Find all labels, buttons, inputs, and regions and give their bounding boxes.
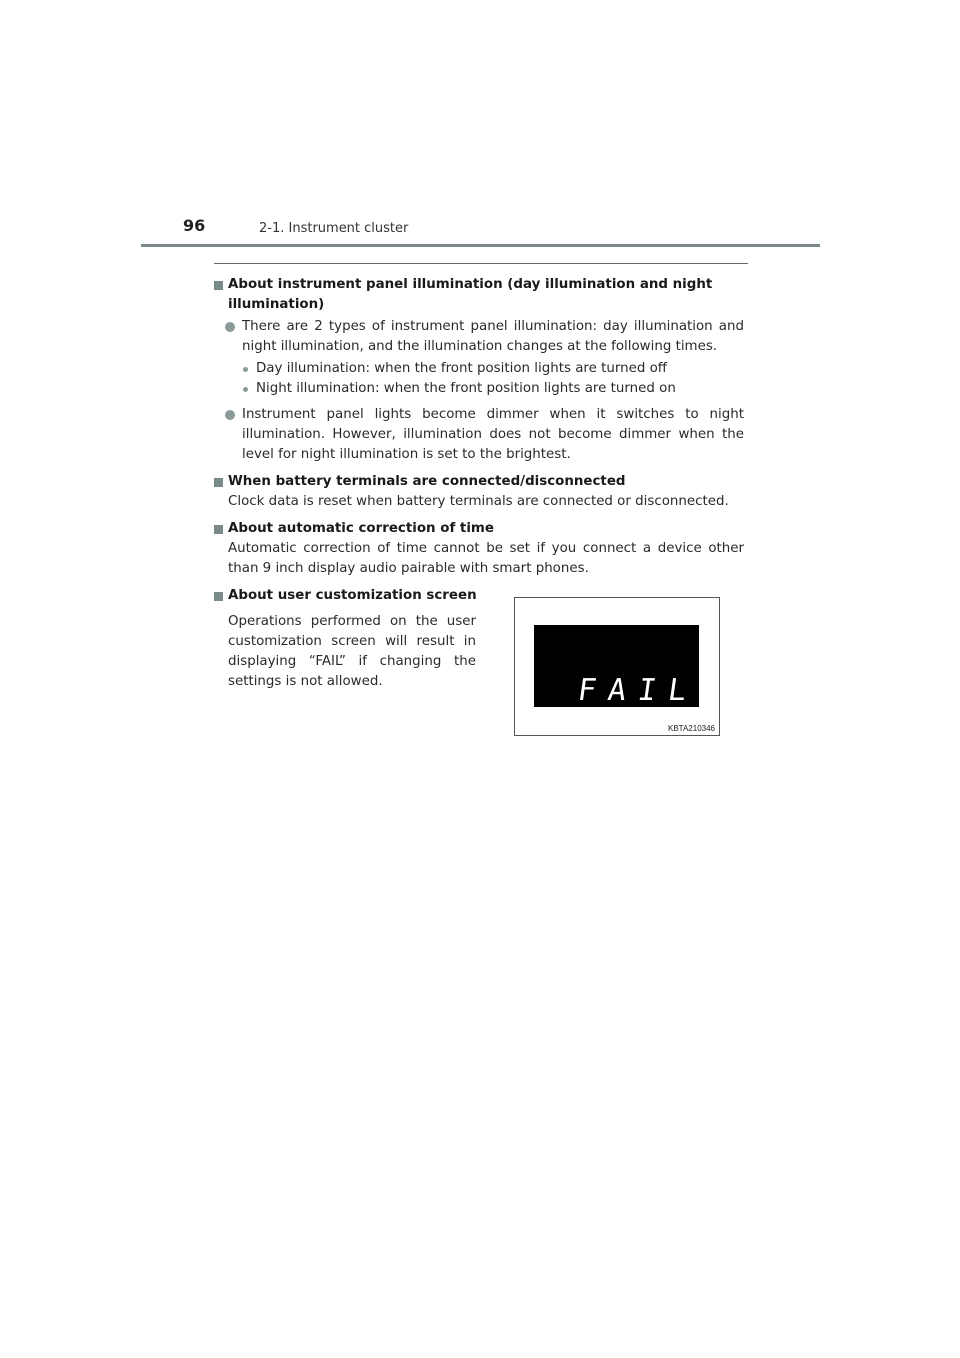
page-number: 96 — [183, 216, 206, 235]
section-body: Automatic correction of time cannot be set if you connect a device other than 9 inch display audio pairable with smart phones. — [228, 541, 744, 576]
round-bullet-icon — [225, 410, 235, 420]
heading-text: About instrument panel illumination (day illumination and night illumination) — [228, 277, 713, 312]
fail-display-figure — [514, 597, 720, 736]
header-rule — [141, 244, 820, 247]
sub-item-text: Night illumination: when the front position lights are turned on — [256, 381, 676, 396]
heading-text: About user customization screen — [228, 588, 477, 603]
fail-display-text: FAIL — [575, 673, 701, 708]
section-heading-battery — [214, 472, 744, 492]
section-body: Operations performed on the user customization screen will result in displaying “FAIL” if changing the settings is not allowed. — [228, 614, 476, 689]
instrument-display — [534, 625, 699, 707]
figure-id: KBTA210346 — [668, 724, 715, 733]
round-bullet-icon — [225, 322, 235, 332]
small-bullet-icon — [243, 367, 248, 372]
bullet-item — [214, 405, 744, 465]
section-heading-time-correction — [214, 519, 744, 539]
square-bullet-icon — [214, 281, 223, 290]
sub-item — [214, 379, 744, 399]
section-heading-illumination — [214, 275, 744, 315]
bullet-text: There are 2 types of instrument panel illumination: day illumination and night illumination, and the illumination changes at the following times. — [242, 319, 744, 354]
heading-text: When battery terminals are connected/disconnected — [228, 474, 626, 489]
sub-item — [214, 359, 744, 379]
square-bullet-icon — [214, 592, 223, 601]
chapter-title: 2-1. Instrument cluster — [259, 221, 409, 236]
bullet-item — [214, 317, 744, 357]
heading-text: About automatic correction of time — [228, 521, 494, 536]
square-bullet-icon — [214, 525, 223, 534]
bullet-text: Instrument panel lights become dimmer when it switches to night illumination. However, illumination does not become dimmer when the level for night illumination is set to the brightest. — [242, 407, 744, 462]
small-bullet-icon — [243, 387, 248, 392]
sub-item-text: Day illumination: when the front position lights are turned off — [256, 361, 668, 376]
section-body: Clock data is reset when battery terminals are connected or disconnected. — [228, 494, 729, 509]
square-bullet-icon — [214, 478, 223, 487]
